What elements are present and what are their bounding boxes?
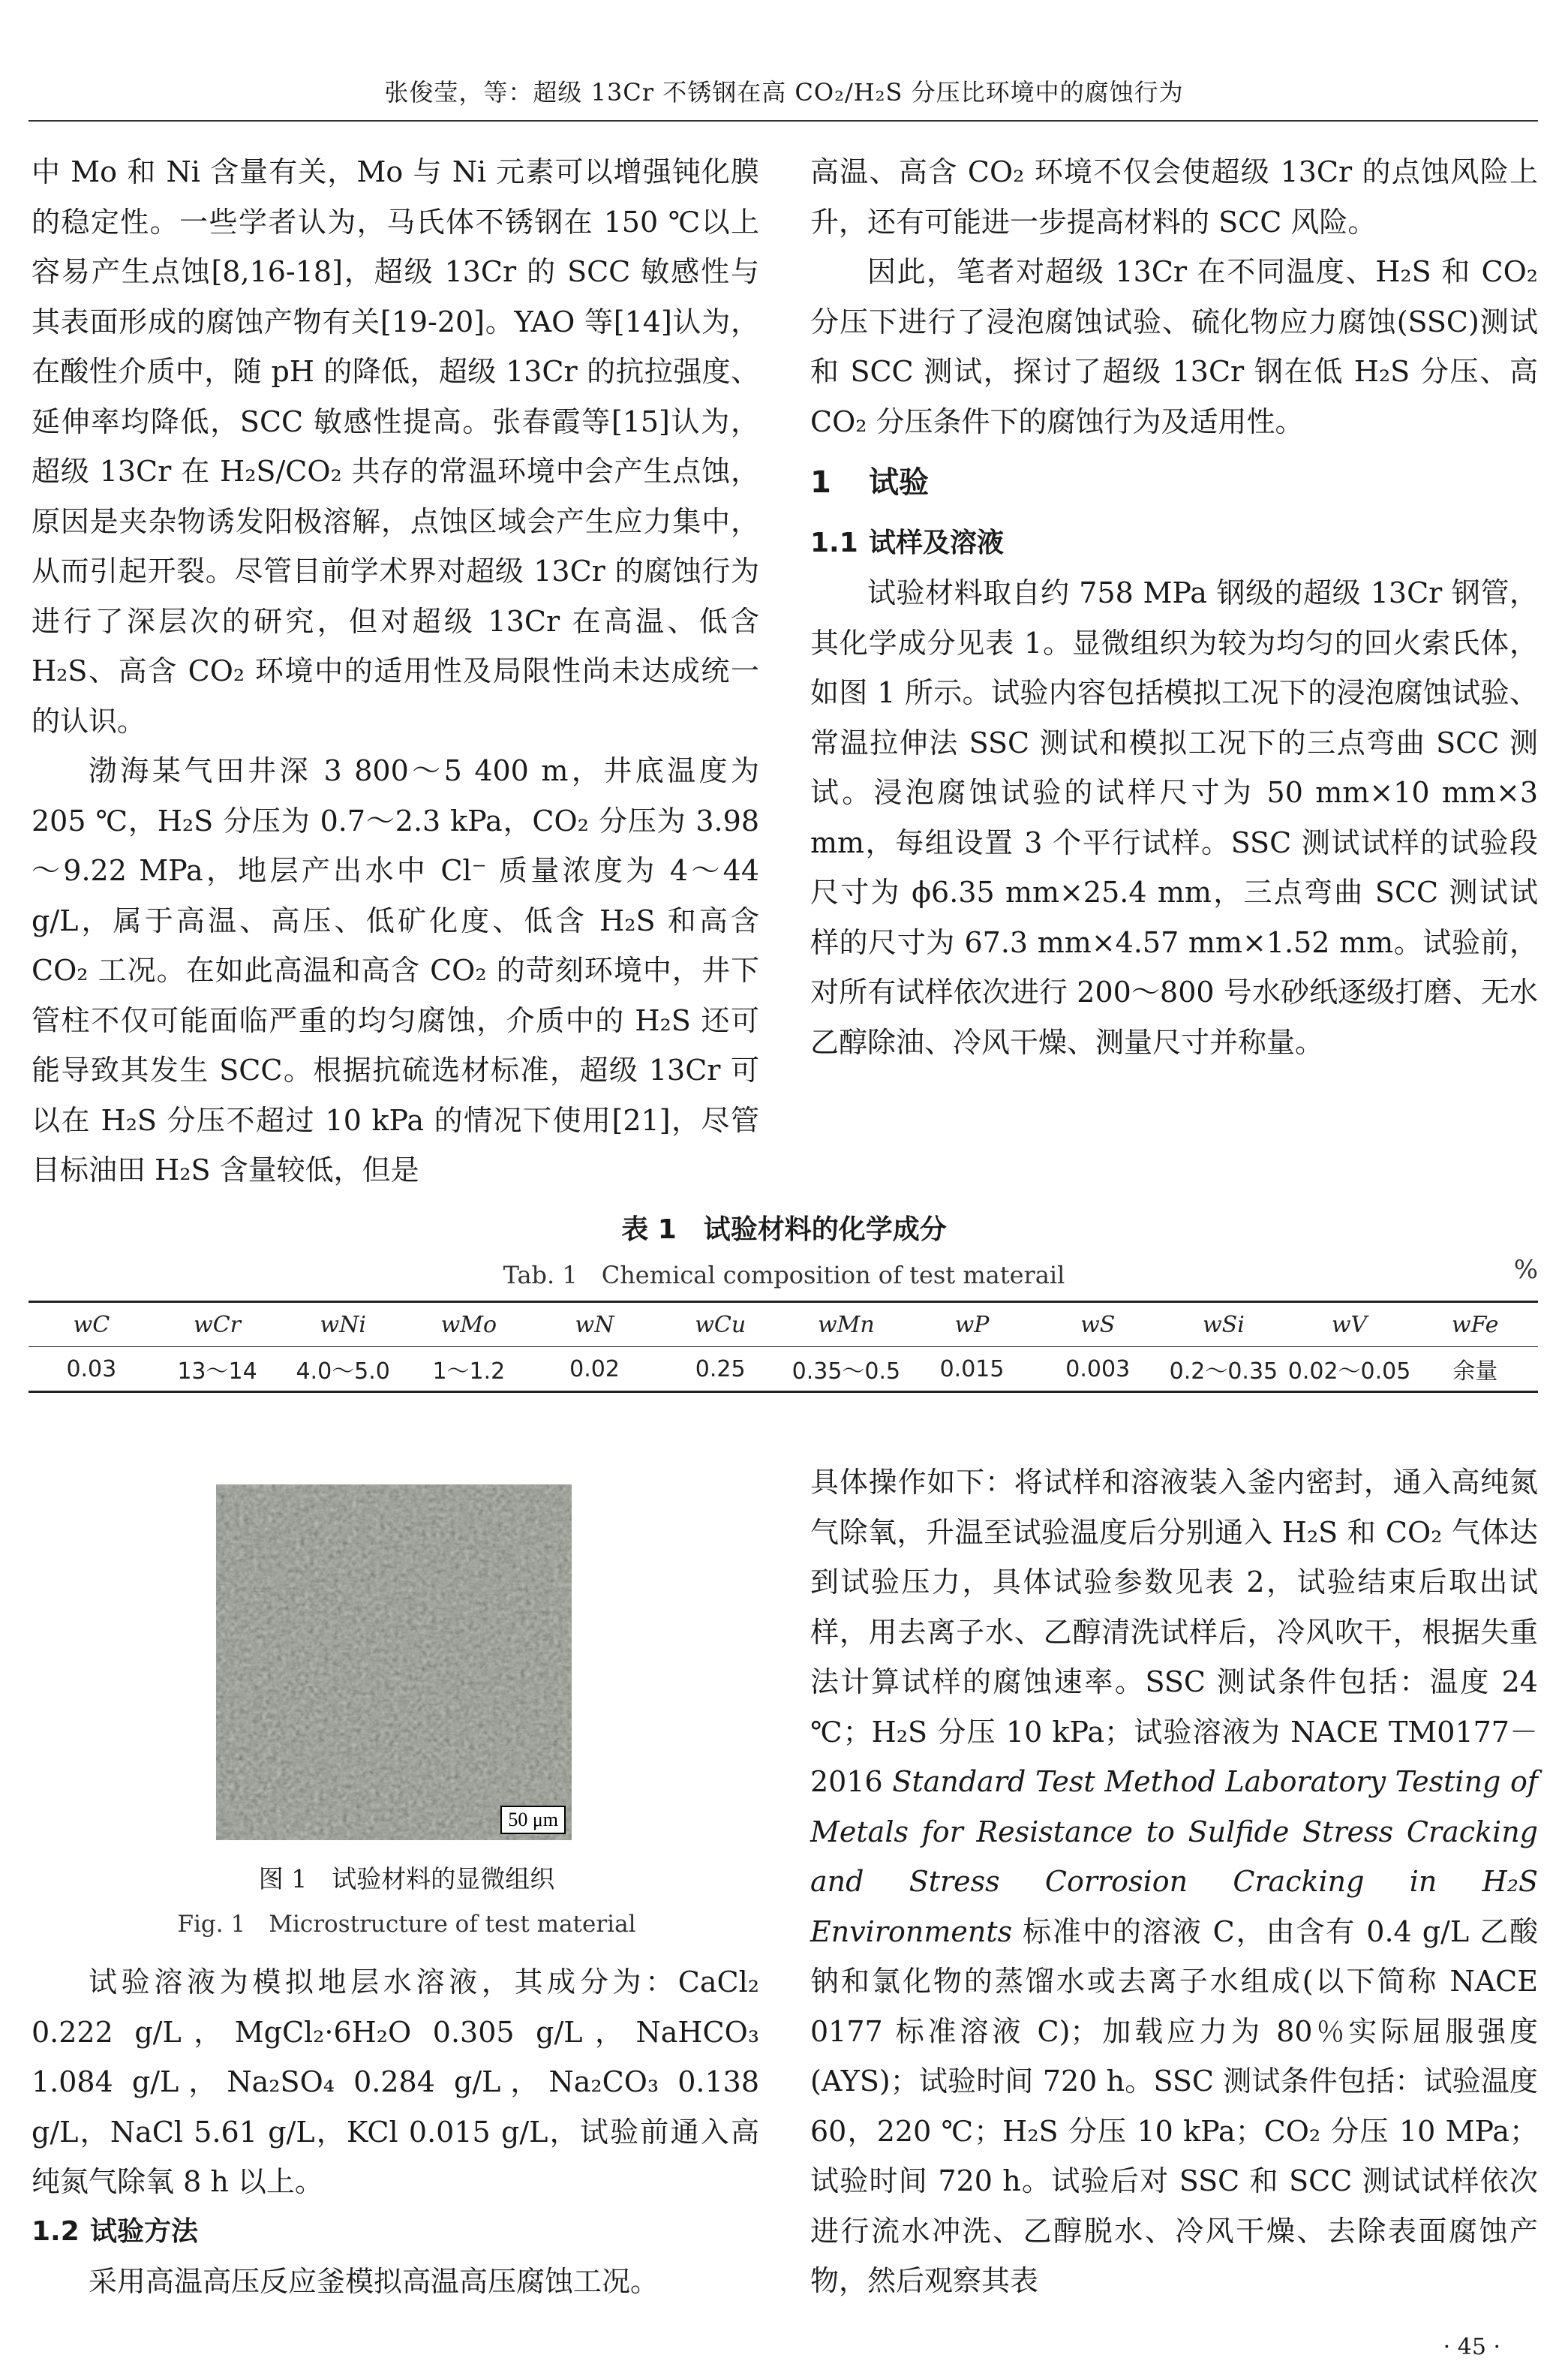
- table-1-caption-en: Tab. 1 Chemical composition of test materail: [503, 1261, 1065, 1289]
- table-cell: 0.02～0.05: [1287, 1358, 1411, 1385]
- section-1-2-title: 试验方法: [90, 2215, 199, 2247]
- table-header-row: [29, 1303, 1538, 1347]
- table-row: [29, 1347, 1538, 1391]
- figure-1-caption-en: Fig. 1 Microstructure of test material: [177, 1911, 636, 1938]
- micrograph-texture: [216, 1484, 572, 1840]
- micrograph-image: [216, 1484, 572, 1840]
- left-column: [32, 147, 759, 1196]
- table-1: [29, 1301, 1538, 1393]
- section-1-1-title: 试样及溶液: [869, 528, 1005, 558]
- table-header-cell: wS: [1080, 1311, 1116, 1338]
- section-1-2-heading: [32, 2207, 759, 2257]
- table-header-cell: wN: [575, 1311, 614, 1338]
- figure-1-caption-zh: 图 1 试验材料的显微组织: [258, 1864, 555, 1893]
- table-header-cell: wC: [73, 1311, 110, 1338]
- table-header-cell: wNi: [320, 1311, 366, 1338]
- lower-left-paragraph-1: 试验溶液为模拟地层水溶液，其成分为：CaCl₂ 0.222 g/L，MgCl₂·6H₂O 0.305 g/L，NaHCO₃ 1.084 g/L，Na₂SO₄ 0.284 g/L，Na₂CO₃ 0.138 g/L，NaCl 5.61 g/L，KCl 0.015 g/L，试验前通入高纯氮气除氧 8 h 以上。: [32, 1965, 759, 2198]
- left-paragraph-2: 渤海某气田井深 3 800～5 400 m，井底温度为 205 ℃，H₂S 分压为 0.7～2.3 kPa，CO₂ 分压为 3.98～9.22 MPa，地层产出水中 Cl⁻ 质量浓度为 4～44 g/L，属于高温、高压、低矿化度、低含 H₂S 和高含 CO₂ 工况。在如此高温和高含 CO₂ 的苛刻环境中，井下管柱不仅可能面临严重的均匀腐蚀，介质中的 H₂S 还可能导致其发生 SCC。根据抗硫选材标准，超级 13Cr 可以在 H₂S 分压不超过 10 kPa 的情况下使用[21]，尽管目标油田 H₂S 含量较低，但是: [32, 754, 759, 1186]
- table-cell: 0.02: [569, 1355, 620, 1382]
- right-paragraph-3: 试验材料取自约 758 MPa 钢级的超级 13Cr 钢管，其化学成分见表 1。显微组织为较为均匀的回火索氏体，如图 1 所示。试验内容包括模拟工况下的浸泡腐蚀试验、常温拉伸法 SSC 测试和模拟工况下的三点弯曲 SCC 测试。浸泡腐蚀试验的试样尺寸为 50 mm×10 mm×3 mm，每组设置 3 个平行试样。SSC 测试试样的试验段尺寸为 ϕ6.35 mm×25.4 mm，三点弯曲 SCC 测试试样的尺寸为 67.3 mm×4.57 mm×1.52 mm。试验前，对所有试样依次进行 200～800 号水砂纸逐级打磨、无水乙醇除油、冷风干燥、测量尺寸并称量。: [810, 576, 1538, 1059]
- table-cell: 0.2～0.35: [1169, 1358, 1278, 1385]
- table-cell: 0.03: [66, 1355, 117, 1382]
- table-header-cell: wP: [954, 1311, 990, 1338]
- table-cell: 余量: [1452, 1358, 1498, 1385]
- table-header-cell: wV: [1331, 1311, 1368, 1338]
- left-paragraph-1: 中 Mo 和 Ni 含量有关，Mo 与 Ni 元素可以增强钝化膜的稳定性。一些学者认为，马氏体不锈钢在 150 ℃以上容易产生点蚀[8,16-18]，超级 13Cr 的 SCC 敏感性与其表面形成的腐蚀产物有关[19-20]。YAO 等[14]认为，在酸性介质中，随 pH 的降低，超级 13Cr 的抗拉强度、延伸率均降低，SCC 敏感性提高。张春霞等[15]认为，超级 13Cr 在 H₂S/CO₂ 共存的常温环境中会产生点蚀，原因是夹杂物诱发阳极溶解，点蚀区域会产生应力集中，从而引起开裂。尽管目前学术界对超级 13Cr 的腐蚀行为进行了深层次的研究，但对超级 13Cr 在高温、低含 H₂S、高含 CO₂ 环境中的适用性及局限性尚未达成统一的认识。: [32, 155, 759, 738]
- table-cell: 4.0～5.0: [296, 1358, 390, 1385]
- right-column: [810, 147, 1538, 1067]
- section-1-heading: [810, 447, 1538, 519]
- section-1-number: 1: [810, 465, 831, 500]
- table-header-cell: wSi: [1202, 1311, 1245, 1338]
- right-paragraph-1: 高温、高含 CO₂ 环境不仅会使超级 13Cr 的点蚀风险上升，还有可能进一步提高材料的 SCC 风险。: [810, 155, 1538, 239]
- table-cell: 13～14: [177, 1358, 257, 1385]
- table-header-cell: wMo: [440, 1311, 497, 1338]
- lower-right-text-a: 具体操作如下：将试样和溶液装入釜内密封，通入高纯氮气除氧，升温至试验温度后分别通入 H₂S 和 CO₂ 气体达到试验压力，具体试验参数见表 2，试验结束后取出试样，用去离子水、乙醇清洗试样后，冷风吹干，根据失重法计算试样的腐蚀速率。SSC 测试条件包括：温度 24 ℃；H₂S 分压 10 kPa；试验溶液为 NACE TM0177－2016: [810, 1466, 1538, 1798]
- table-cell: 0.25: [695, 1355, 746, 1382]
- section-1-2-number: 1.2: [32, 2215, 80, 2247]
- table-1-unit: %: [1513, 1255, 1538, 1285]
- table-cell: 0.015: [939, 1355, 1005, 1382]
- right-paragraph-2: 因此，笔者对超级 13Cr 在不同温度、H₂S 和 CO₂ 分压下进行了浸泡腐蚀试验、硫化物应力腐蚀(SSC)测试和 SCC 测试，探讨了超级 13Cr 钢在低 H₂S 分压、高 CO₂ 分压条件下的腐蚀行为及适用性。: [810, 255, 1538, 438]
- table-cell: 0.35～0.5: [792, 1358, 901, 1385]
- table-header-cell: wMn: [818, 1311, 875, 1338]
- lower-right-paragraph-1: [810, 1457, 1538, 2306]
- running-header: 张俊莹，等：超级 13Cr 不锈钢在高 CO₂/H₂S 分压比环境中的腐蚀行为: [384, 78, 1184, 107]
- table-cell: 1～1.2: [432, 1358, 506, 1385]
- table-cell: 0.003: [1065, 1355, 1131, 1382]
- table-header-cell: wCu: [695, 1311, 746, 1338]
- page-number: · 45 ·: [1443, 2334, 1500, 2360]
- section-1-title: 试验: [869, 465, 929, 500]
- table-header-cell: wCr: [194, 1311, 241, 1338]
- section-1-1-number: 1.1: [810, 528, 858, 558]
- table-1-caption-zh: 表 1 试验材料的化学成分: [621, 1214, 947, 1245]
- lower-left-column: [32, 1957, 759, 2306]
- lower-left-paragraph-2: 采用高温高压反应釜模拟高温高压腐蚀工况。: [89, 2264, 659, 2298]
- lower-right-text-b: 标准中的溶液 C，由含有 0.4 g/L 乙酸钠和氯化物的蒸馏水或去离子水组成(以下简称 NACE 0177 标准溶液 C)；加载应力为 80％实际屈服强度(AYS)；试验时间 720 h。SSC 测试条件包括：试验温度 60，220 ℃；H₂S 分压 10 kPa；CO₂ 分压 10 MPa；试验时间 720 h。试验后对 SSC 和 SCC 测试试样依次进行流水冲洗、乙醇脱水、冷风干燥、去除表面腐蚀产物，然后观察其表: [810, 1914, 1538, 2297]
- header-rule: [29, 120, 1538, 122]
- scale-bar-label: 50 μm: [500, 1806, 566, 1834]
- table-header-cell: wFe: [1451, 1311, 1499, 1338]
- lower-right-column: [810, 1457, 1538, 2306]
- standard-title: Standard Test Method Laboratory Testing of Metals for Resistance to Sulfide Stress Cracking and Stress Corrosion Cracking in H₂S Environments: [810, 1765, 1538, 1948]
- section-1-1-heading: [810, 519, 1538, 568]
